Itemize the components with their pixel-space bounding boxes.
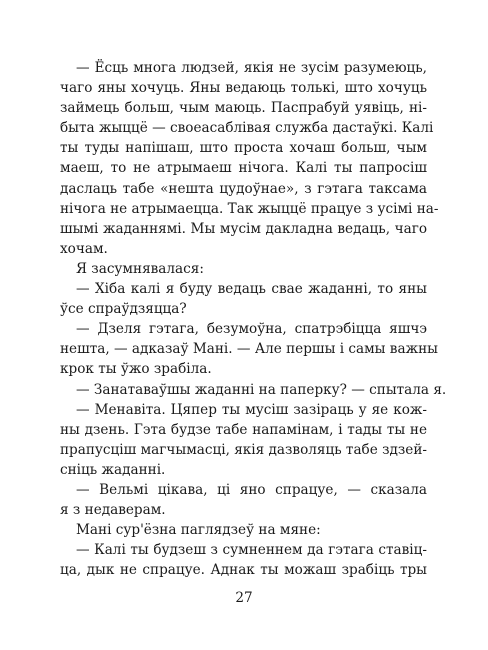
text-line: — Ёсць многа людзей, якія не зусім разумеюць, — [76, 60, 427, 76]
text-line: ўсе спраўдзяцца? — [60, 301, 187, 318]
text-line: ны дзень. Гэта будзе табе напамінам, і тады ты не — [60, 421, 427, 438]
text-line: ца, дык не спрацуе. Аднак ты можаш зрабіць тры — [60, 562, 427, 579]
text-line: — Менавіта. Цяпер ты мусіш зазіраць у яе кож- — [76, 401, 427, 418]
text-line: сніць жаданні. — [60, 461, 166, 478]
body-text — [60, 58, 447, 580]
text-line: чаго яны хочуць. Яны ведаюць толькі, што хочуць — [60, 80, 427, 97]
text-line: ты туды напішаш, што проста хочаш больш, чым — [60, 140, 427, 157]
text-line: маеш, то не атрымаеш нічога. Калі ты папросіш — [60, 160, 427, 177]
text-line: крок ты ўжо зрабіла. — [60, 361, 212, 378]
text-line: нічога не атрымаецца. Так жыццё працуе з усімі на- — [60, 200, 439, 217]
text-line: — Дзеля гэтага, безумоўна, спатрэбіцца яшчэ — [76, 321, 427, 338]
text-line: — Калі ты будзеш з сумненнем да гэтага ставіц- — [76, 542, 427, 559]
text-line: — Занатаваўшы жаданні на паперку? — спытала я. — [76, 381, 447, 398]
page-number: 27 — [235, 590, 253, 606]
text-line: даслаць табе «нешта цудоўнае», з гэтага таксама — [60, 180, 427, 197]
text-line: нешта, — адказаў Мані. — Але першы і самы важны — [60, 341, 438, 358]
text-line: хочам. — [60, 240, 108, 257]
text-line: прапусціш магчымасці, якія дазволяць табе здзей- — [60, 441, 428, 458]
text-line: быта жыццё — своеасаблівая служба дастаўкі. Калі — [60, 120, 434, 137]
text-line: займець больш, чым маюць. Паспрабуй уявіць, ні- — [60, 100, 427, 117]
text-line: я з недаверам. — [60, 502, 166, 519]
text-line: Я засумнявалася: — [76, 260, 204, 277]
text-line: — Вельмі цікава, ці яно спрацуе, — сказала — [76, 481, 427, 498]
text-line: — Хіба калі я буду ведаць свае жаданні, то яны — [76, 281, 427, 298]
text-line: шымі жаданнямі. Мы мусім дакладна ведаць, чаго — [60, 220, 427, 237]
text-line: Мані сур'ёзна паглядзеў на мяне: — [76, 522, 321, 539]
